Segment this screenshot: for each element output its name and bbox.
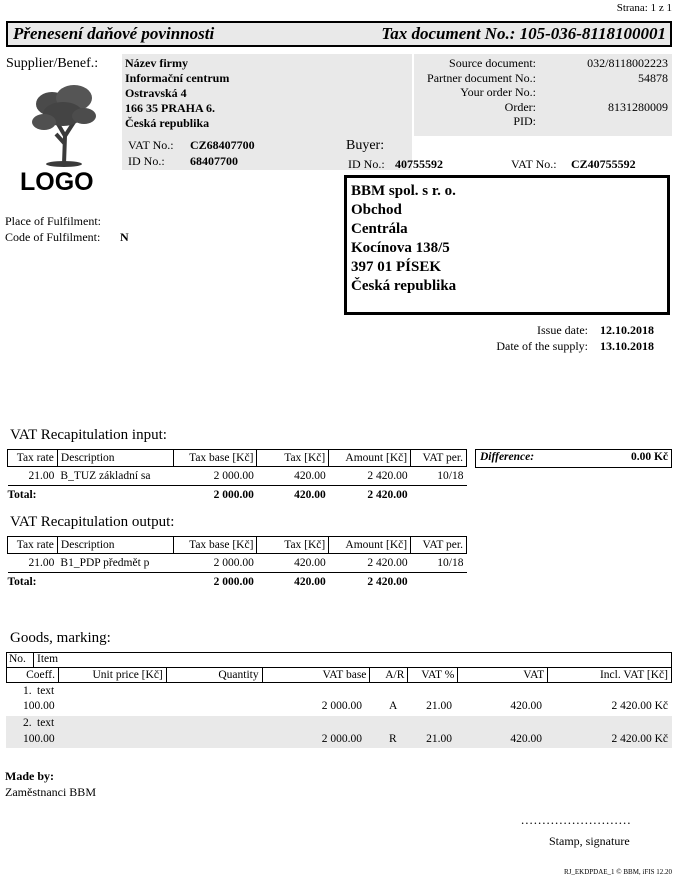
col-ar: A/R (370, 668, 408, 683)
supply-date: 13.10.2018 (600, 339, 654, 353)
item-text: text (37, 685, 55, 697)
order-label: Order: (504, 99, 536, 114)
supplier-vat-label: VAT No.: (128, 138, 174, 152)
stamp-signature-label: Stamp, signature (549, 834, 630, 848)
order-value: 8131280009 (608, 99, 668, 114)
pid-label: PID: (513, 114, 536, 128)
buyer-id-label: ID No.: (348, 157, 385, 171)
logo-text: LOGO (20, 168, 94, 196)
item-number: 1. (23, 685, 32, 697)
supplier-line: 166 35 PRAHA 6. (125, 101, 215, 115)
item-incl-vat: 2 420.00 Kč (611, 700, 668, 712)
buyer-address (351, 182, 456, 296)
buyer-name: BBM spol. s r. o. (351, 183, 456, 199)
col-incl-vat: Incl. VAT [Kč] (548, 668, 672, 683)
col-amount: Amount [Kč] (329, 537, 411, 554)
col-tax-base: Tax base [Kč] (173, 450, 257, 467)
total-label: Total: (7, 576, 37, 588)
made-by-label: Made by: (5, 769, 54, 783)
cell-description: B_TUZ základní sa (60, 470, 151, 482)
goods-item (6, 684, 672, 716)
col-vat-period: VAT per. (411, 537, 467, 554)
item-vat-pct: 21.00 (426, 733, 452, 745)
col-unit-price: Unit price [Kč] (58, 668, 166, 683)
source-values (538, 56, 668, 129)
buyer-vat-label: VAT No.: (511, 157, 557, 171)
source-labels (396, 56, 536, 129)
page-number: Strana: 1 z 1 (616, 2, 672, 14)
col-tax-rate: Tax rate (8, 450, 58, 467)
item-vat-base: 2 000.00 (321, 700, 362, 712)
buyer-vat: CZ40755592 (571, 157, 636, 171)
supplier-id: 68407700 (190, 154, 238, 168)
vat-input-title: VAT Recapitulation input: (10, 427, 167, 443)
col-description: Description (57, 537, 173, 554)
cell-amount: 2 420.00 (367, 557, 408, 569)
item-vat-base: 2 000.00 (321, 733, 362, 745)
supplier-name: Název firmy (125, 56, 188, 70)
col-vat: VAT (458, 668, 548, 683)
col-tax: Tax [Kč] (257, 537, 329, 554)
partner-document-label: Partner document No.: (427, 70, 536, 85)
tax-document-number: Tax document No.: 105-036-8118100001 (381, 24, 666, 43)
cell-tax-rate: 21.00 (28, 470, 55, 482)
total-base: 2 000.00 (213, 576, 254, 588)
cell-tax-base: 2 000.00 (213, 557, 254, 569)
supplier-vat: CZ68407700 (190, 138, 255, 152)
supplier-id-label: ID No.: (128, 154, 165, 168)
buyer-address-box (344, 175, 670, 315)
item-number: 2. (23, 717, 32, 729)
header-title: Přenesení daňové povinnosti (13, 24, 215, 43)
code-of-fulfilment: N (120, 230, 129, 244)
signature-line: .......................... (521, 812, 632, 827)
col-tax-rate: Tax rate (8, 537, 58, 554)
buyer-line: 397 01 PÍSEK (351, 259, 442, 275)
total-row (8, 486, 467, 505)
total-amount: 2 420.00 (367, 576, 408, 588)
buyer-line: Česká republika (351, 278, 457, 294)
pid-value (538, 114, 668, 129)
total-label: Total: (7, 489, 37, 501)
place-of-fulfilment-label: Place of Fulfilment: (5, 214, 101, 228)
footer-code: RJ_EKDPDAE_1 © BBM, iFIS 12.20 (563, 868, 672, 876)
partner-document-value: 54878 (638, 70, 668, 85)
cell-tax-base: 2 000.00 (213, 470, 254, 482)
supplier-label: Supplier/Benef.: (6, 56, 99, 71)
your-order-value (538, 85, 668, 100)
buyer-line: Obchod (351, 202, 402, 218)
issue-date-label: Issue date: (537, 323, 588, 337)
col-vat-period: VAT per. (411, 450, 467, 467)
col-item: Item (33, 653, 58, 667)
cell-vat-period: 10/18 (437, 470, 464, 482)
logo-tree-icon (28, 80, 100, 170)
col-tax-base: Tax base [Kč] (173, 537, 257, 554)
item-vat-pct: 21.00 (426, 700, 452, 712)
col-vat-pct: VAT % (408, 668, 458, 683)
col-quantity: Quantity (166, 668, 262, 683)
buyer-label: Buyer: (346, 138, 385, 153)
cell-tax: 420.00 (294, 470, 326, 482)
cell-vat-period: 10/18 (437, 557, 464, 569)
item-vat: 420.00 (510, 700, 542, 712)
buyer-line: Centrála (351, 221, 408, 237)
cell-description: B1_PDP předmět p (60, 557, 150, 569)
your-order-label: Your order No.: (460, 85, 536, 99)
item-coeff: 100.00 (23, 733, 55, 745)
col-vat-base: VAT base (262, 668, 370, 683)
supply-date-label: Date of the supply: (496, 339, 588, 353)
document-header (6, 21, 672, 47)
total-tax: 420.00 (294, 576, 326, 588)
col-amount: Amount [Kč] (329, 450, 411, 467)
source-document-value: 032/8118002223 (587, 56, 668, 70)
supplier-line: Česká republika (125, 116, 210, 130)
item-vat: 420.00 (510, 733, 542, 745)
difference-box (475, 449, 672, 468)
difference-label: Difference: (480, 451, 535, 463)
total-amount: 2 420.00 (367, 489, 408, 501)
made-by-value: Zaměstnanci BBM (5, 785, 96, 799)
item-incl-vat: 2 420.00 Kč (611, 733, 668, 745)
buyer-line: Kocínova 138/5 (351, 240, 450, 256)
goods-header-row-2 (6, 667, 672, 683)
vat-input-table (7, 449, 467, 504)
cell-tax-rate: 21.00 (28, 557, 55, 569)
col-description: Description (57, 450, 173, 467)
item-coeff: 100.00 (23, 700, 55, 712)
difference-value: 0.00 Kč (630, 451, 668, 463)
code-of-fulfilment-label: Code of Fulfilment: (5, 230, 101, 244)
vat-output-title: VAT Recapitulation output: (10, 514, 175, 530)
cell-amount: 2 420.00 (367, 470, 408, 482)
item-text: text (37, 717, 55, 729)
supplier-address (125, 56, 229, 131)
supplier-line: Ostravská 4 (125, 86, 187, 100)
source-document-label: Source document: (449, 56, 536, 70)
col-coeff: Coeff. (7, 668, 59, 683)
issue-date: 12.10.2018 (600, 323, 654, 337)
item-ar: R (389, 733, 397, 745)
supplier-line: Informační centrum (125, 71, 230, 85)
goods-header-row-1 (6, 652, 672, 668)
source-document-block (414, 54, 672, 136)
vat-output-table (7, 536, 467, 591)
table-row (8, 554, 467, 573)
col-no: No. (9, 653, 26, 665)
total-base: 2 000.00 (213, 489, 254, 501)
goods-title: Goods, marking: (10, 630, 111, 646)
item-ar: A (389, 700, 398, 712)
buyer-id: 40755592 (395, 157, 443, 171)
col-tax: Tax [Kč] (257, 450, 329, 467)
cell-tax: 420.00 (294, 557, 326, 569)
goods-item (6, 716, 672, 748)
table-row (8, 467, 467, 486)
total-row (8, 573, 467, 592)
total-tax: 420.00 (294, 489, 326, 501)
